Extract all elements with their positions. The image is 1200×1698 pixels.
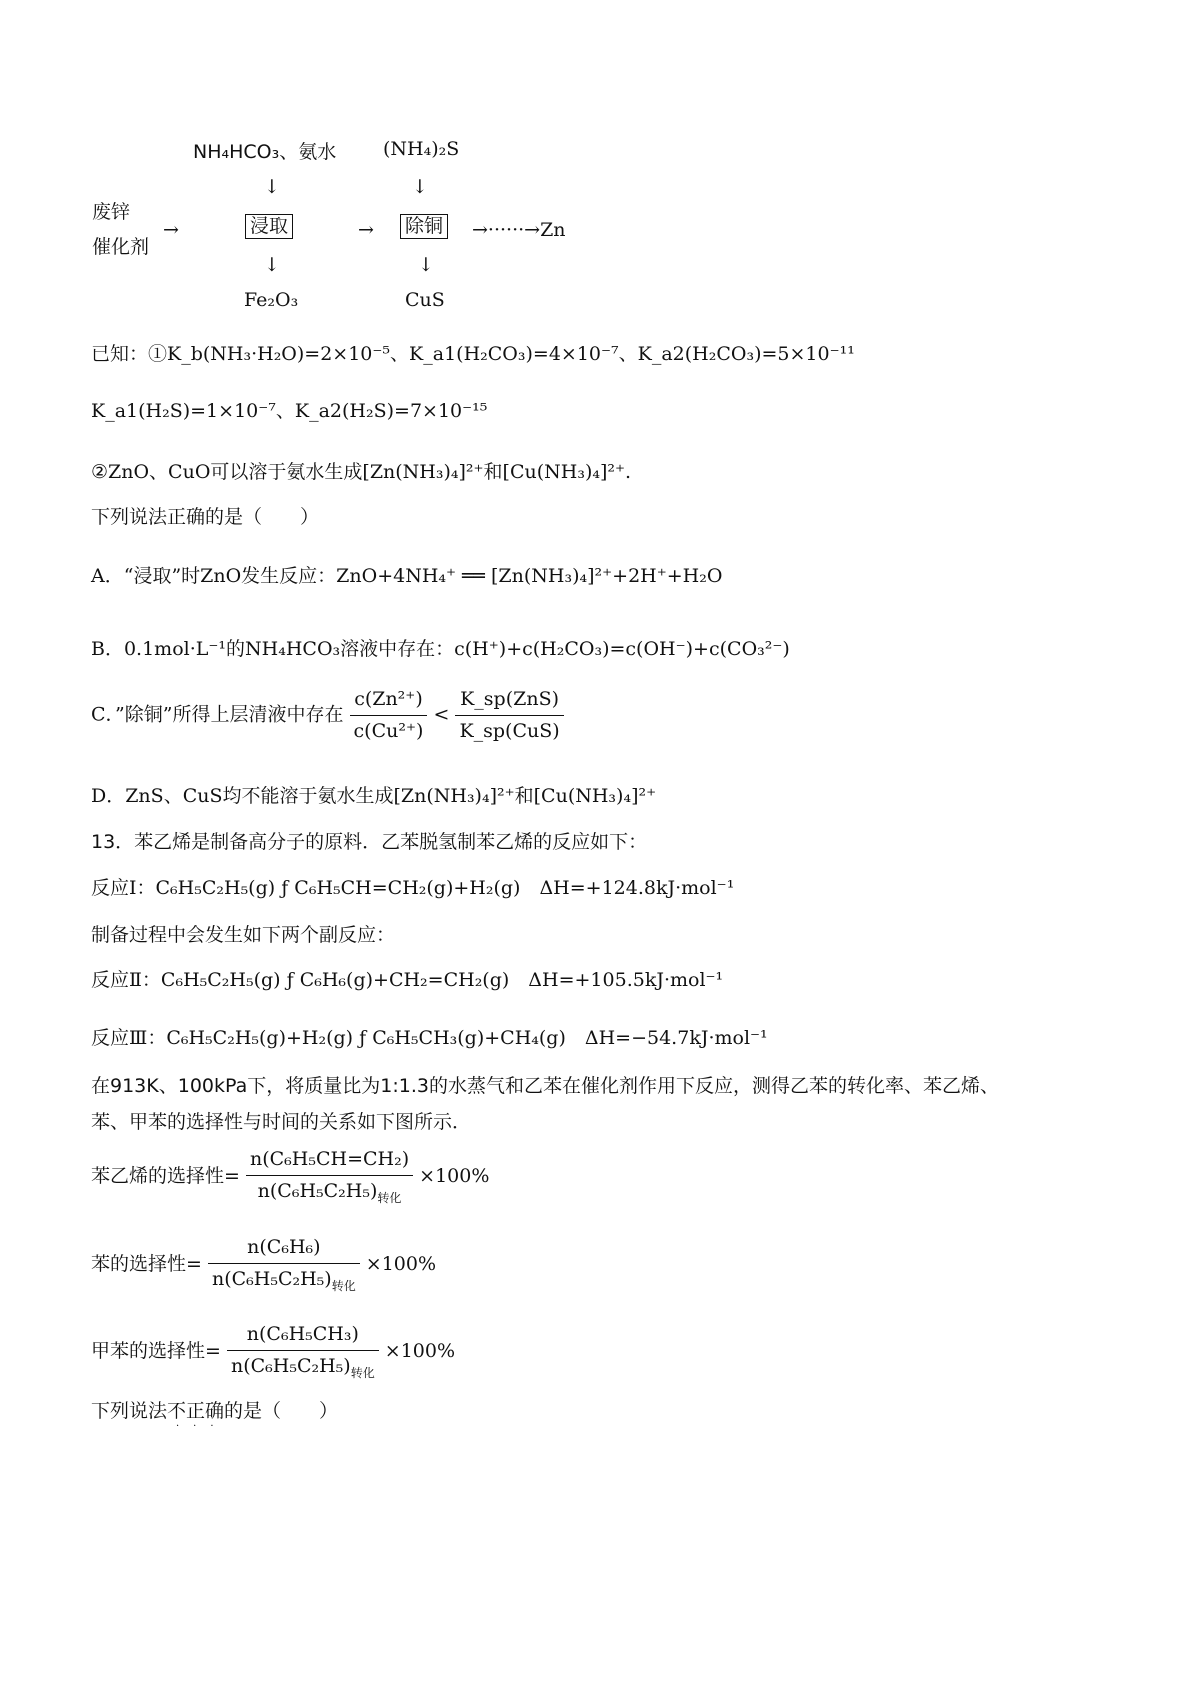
q13-prompt: 下列说法不正确的是（ ） [91,1400,339,1422]
option-c [91,690,564,741]
formula-label: 甲苯的选择性= [91,1339,221,1362]
arrow-right-icon: → [358,219,374,241]
option-text-prefix: ”除铜”所得上层清液中存在 [115,703,344,726]
fraction-denominator: $n(C_6H_5C_2H_5)_{转化}$ [211,1268,356,1293]
flow-output-2: CuS [405,289,445,311]
fraction [350,690,428,741]
option-label: B． [91,638,124,660]
known-line-2: K_a1(H₂S)=1×10⁻⁷、K_a2(H₂S)=7×10⁻¹⁵ [91,400,488,422]
toluene-selectivity-formula [91,1325,455,1379]
fraction-denominator: $n(C_6H_5C_2H_5)_{转化}$ [230,1355,375,1380]
styrene-selectivity-formula [91,1150,489,1204]
option-d [91,787,656,806]
fraction-denominator: c(Cu²⁺) [353,720,424,742]
option-a [91,567,722,586]
fraction-denominator: K_sp(CuS) [459,720,560,742]
arrow-down-icon: ↓ [264,254,280,276]
conditions-line-1: 在913K、100kPa下，将质量比为1:1.3的水蒸气和乙苯在催化剂作用下反应，测得乙苯的转化率、苯乙烯、 [91,1075,999,1097]
arrow-right-icon: → [163,219,179,241]
option-text: ZnS、CuS均不能溶于氨水生成[Zn(NH₃)₄]²⁺和[Cu(NH₃)₄]²⁺ [125,785,657,807]
formula-tail: ×100% [384,1339,456,1362]
fraction-numerator: c(Zn²⁺) [350,690,428,716]
flow-tail: →······→Zn [472,219,566,241]
fraction-denominator: $n(C_6H_5C_2H_5)_{转化}$ [257,1180,402,1205]
formula-tail: ×100% [419,1164,490,1187]
flow-source-line2: 催化剂 [92,236,150,258]
fraction [227,1325,379,1379]
arrow-down-icon: ↓ [418,254,434,276]
subscript: 转化 [377,1190,402,1205]
fraction [455,690,563,741]
fraction-numerator: K_sp(ZnS) [455,690,563,716]
q13-stem: 13．苯乙烯是制备高分子的原料．乙苯脱氢制苯乙烯的反应如下： [91,831,648,853]
subscript: 转化 [331,1278,356,1293]
conditions-line-2: 苯、甲苯的选择性与时间的关系如下图所示． [91,1111,472,1133]
subscript: 转化 [350,1365,375,1380]
reaction-3: 反应Ⅲ：C₆H₅C₂H₅(g)+H₂(g) ƒ C₆H₅CH₃(g)+CH₄(g) ΔH=−54.7kJ·mol⁻¹ [91,1027,768,1049]
flow-reagent-2: (NH₄)₂S [383,138,460,160]
option-label: D． [91,785,126,807]
flow-step-leach: 浸取 [245,214,293,239]
side-reaction-intro: 制备过程中会发生如下两个副反应： [91,924,396,946]
formula-label: 苯乙烯的选择性= [91,1164,240,1187]
formula-label: 苯的选择性= [91,1252,202,1275]
reaction-1: 反应Ⅰ：C₆H₅C₂H₅(g) ƒ C₆H₅CH=CH₂(g)+H₂(g) ΔH=+124.8kJ·mol⁻¹ [91,877,735,899]
q12-prompt: 下列说法正确的是（ ） [91,506,320,528]
fraction [246,1150,413,1204]
emphasis-dots: ··· [176,1421,228,1432]
known-line-1: 已知：①K_b(NH₃·H₂O)=2×10⁻⁵、K_a1(H₂CO₃)=4×10⁻⁷、K_a2(H₂CO₃)=5×10⁻¹¹ [91,343,855,365]
flow-output-1: Fe₂O₃ [244,289,299,311]
flow-reagent-1: NH₄HCO₃、氨水 [193,141,337,163]
flow-source-line1: 废锌 [92,201,131,223]
fraction-numerator: n(C₆H₅CH₃) [227,1325,379,1351]
arrow-down-icon: ↓ [412,176,428,198]
fraction [208,1238,360,1292]
option-text: 0.1mol·L⁻¹的NH₄HCO₃溶液中存在：c(H⁺)+c(H₂CO₃)=c(OH⁻)+c(CO₃²⁻) [123,638,790,660]
reaction-2: 反应Ⅱ：C₆H₅C₂H₅(g) ƒ C₆H₆(g)+CH₂=CH₂(g) ΔH=+105.5kJ·mol⁻¹ [91,969,724,991]
flow-step-copper-removal: 除铜 [400,214,448,239]
option-label: C． [91,703,116,726]
fraction-numerator: n(C₆H₆) [208,1238,360,1264]
known-line-3: ②ZnO、CuO可以溶于氨水生成[Zn(NH₃)₄]²⁺和[Cu(NH₃)₄]²⁺. [91,461,632,483]
fraction-numerator: n(C₆H₅CH=CH₂) [246,1150,413,1176]
arrow-down-icon: ↓ [264,176,280,198]
option-label: A． [91,565,124,587]
benzene-selectivity-formula [91,1238,436,1292]
relation-symbol: < [433,703,450,726]
option-text: “浸取”时ZnO发生反应：ZnO+4NH₄⁺ ══ [Zn(NH₃)₄]²⁺+2H⁺+H₂O [123,565,723,587]
formula-tail: ×100% [365,1252,437,1275]
option-b [91,640,790,659]
